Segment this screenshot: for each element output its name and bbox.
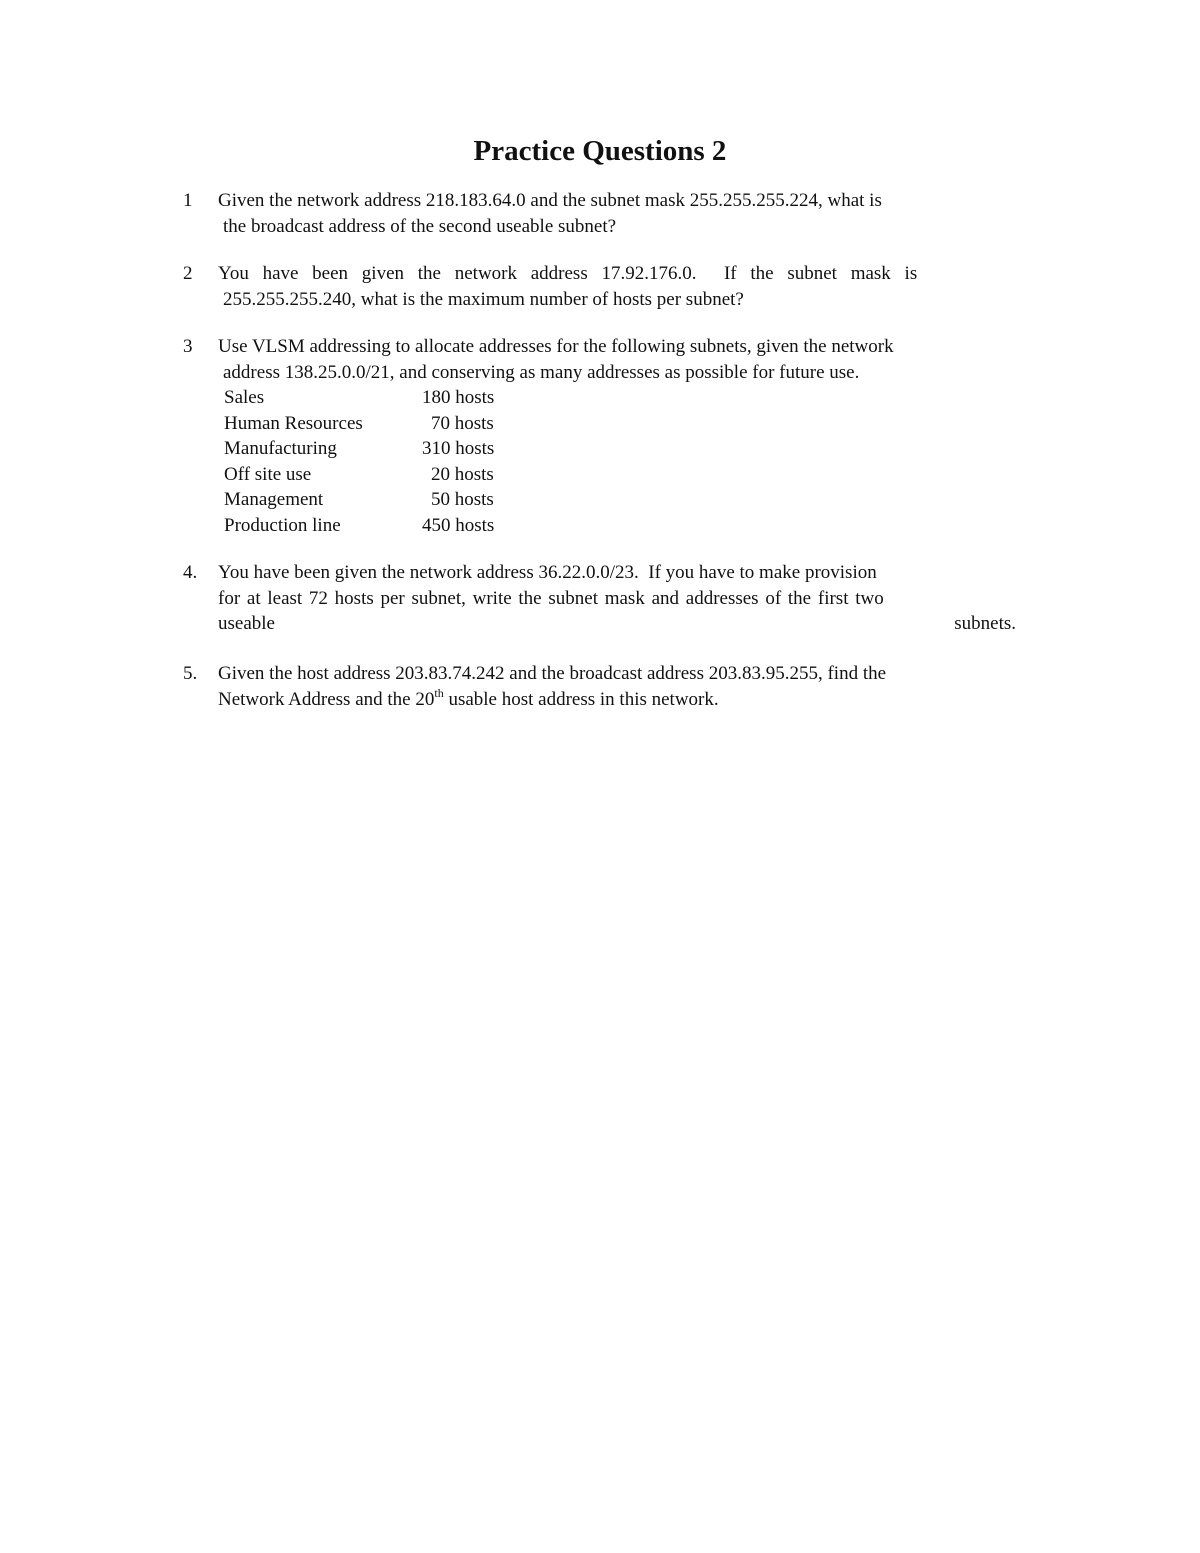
department-name: Management <box>224 489 324 510</box>
question-line <box>218 687 1016 713</box>
department-name: Production line <box>224 514 341 536</box>
department-name: Manufacturing <box>224 438 337 459</box>
host-count: 180 hosts <box>422 387 495 408</box>
question-number: 5. <box>183 663 198 684</box>
subnet-requirements-table <box>224 385 1016 538</box>
question-line: 255.255.255.240, what is the maximum number of hosts per subnet? <box>223 288 744 310</box>
question-line: for at least 72 hosts per subnet, write the subnet mask and addresses of the first two <box>218 587 884 609</box>
question-text <box>218 334 1016 538</box>
question-number: 2 <box>183 263 193 284</box>
question-line: You have been given the network address 36.22.0.0/23. If you have to make provision <box>218 562 877 583</box>
question-line-text: Given the network address 218.183.64.0 and the subnet mask 255.255.255.224, what is <box>218 190 882 211</box>
table-row <box>224 385 1016 411</box>
superscript: th <box>434 685 444 700</box>
host-count: 310 hosts <box>422 438 495 459</box>
question-line: You have been given the network address 17.92.176.0. If the subnet mask is <box>218 263 918 284</box>
question-4 <box>183 560 1016 637</box>
question-text <box>218 261 1016 312</box>
host-count: 50 hosts <box>431 489 494 510</box>
question-line-text: useable <box>218 613 275 634</box>
host-count: 450 hosts <box>422 514 495 536</box>
host-count: 20 hosts <box>431 463 494 485</box>
question-1 <box>183 188 1016 239</box>
question-line: the broadcast address of the second useable subnet? <box>223 215 617 237</box>
question-line: Use VLSM addressing to allocate addresses for the following subnets, given the network <box>218 336 894 357</box>
question-line-text: Network Address and the 20 <box>218 688 435 710</box>
question-line <box>218 188 1016 214</box>
department-name: Sales <box>224 387 265 408</box>
table-row <box>224 487 1016 513</box>
question-line: address 138.25.0.0/21, and conserving as many addresses as possible for future use. <box>223 361 860 383</box>
table-row <box>224 436 1016 462</box>
question-2 <box>183 261 1016 312</box>
question-line <box>218 611 1016 637</box>
question-text <box>218 560 1016 637</box>
question-line-text: subnets. <box>954 613 1016 634</box>
question-number: 4. <box>183 562 198 583</box>
table-row <box>224 462 1016 488</box>
page-title: Practice Questions 2 <box>473 135 727 167</box>
host-count: 70 hosts <box>431 412 494 434</box>
question-number: 3 <box>183 336 193 357</box>
department-name: Off site use <box>224 463 312 485</box>
question-text <box>218 661 1016 712</box>
question-3 <box>183 334 1016 538</box>
question-text <box>218 188 1016 239</box>
question-line-text: usable host address in this network. <box>443 688 719 710</box>
table-row <box>224 411 1016 437</box>
question-5 <box>183 661 1016 712</box>
table-row <box>224 513 1016 539</box>
question-number: 1 <box>183 190 193 211</box>
department-name: Human Resources <box>224 412 363 434</box>
question-line: Given the host address 203.83.74.242 and the broadcast address 203.83.95.255, find the <box>218 663 887 684</box>
